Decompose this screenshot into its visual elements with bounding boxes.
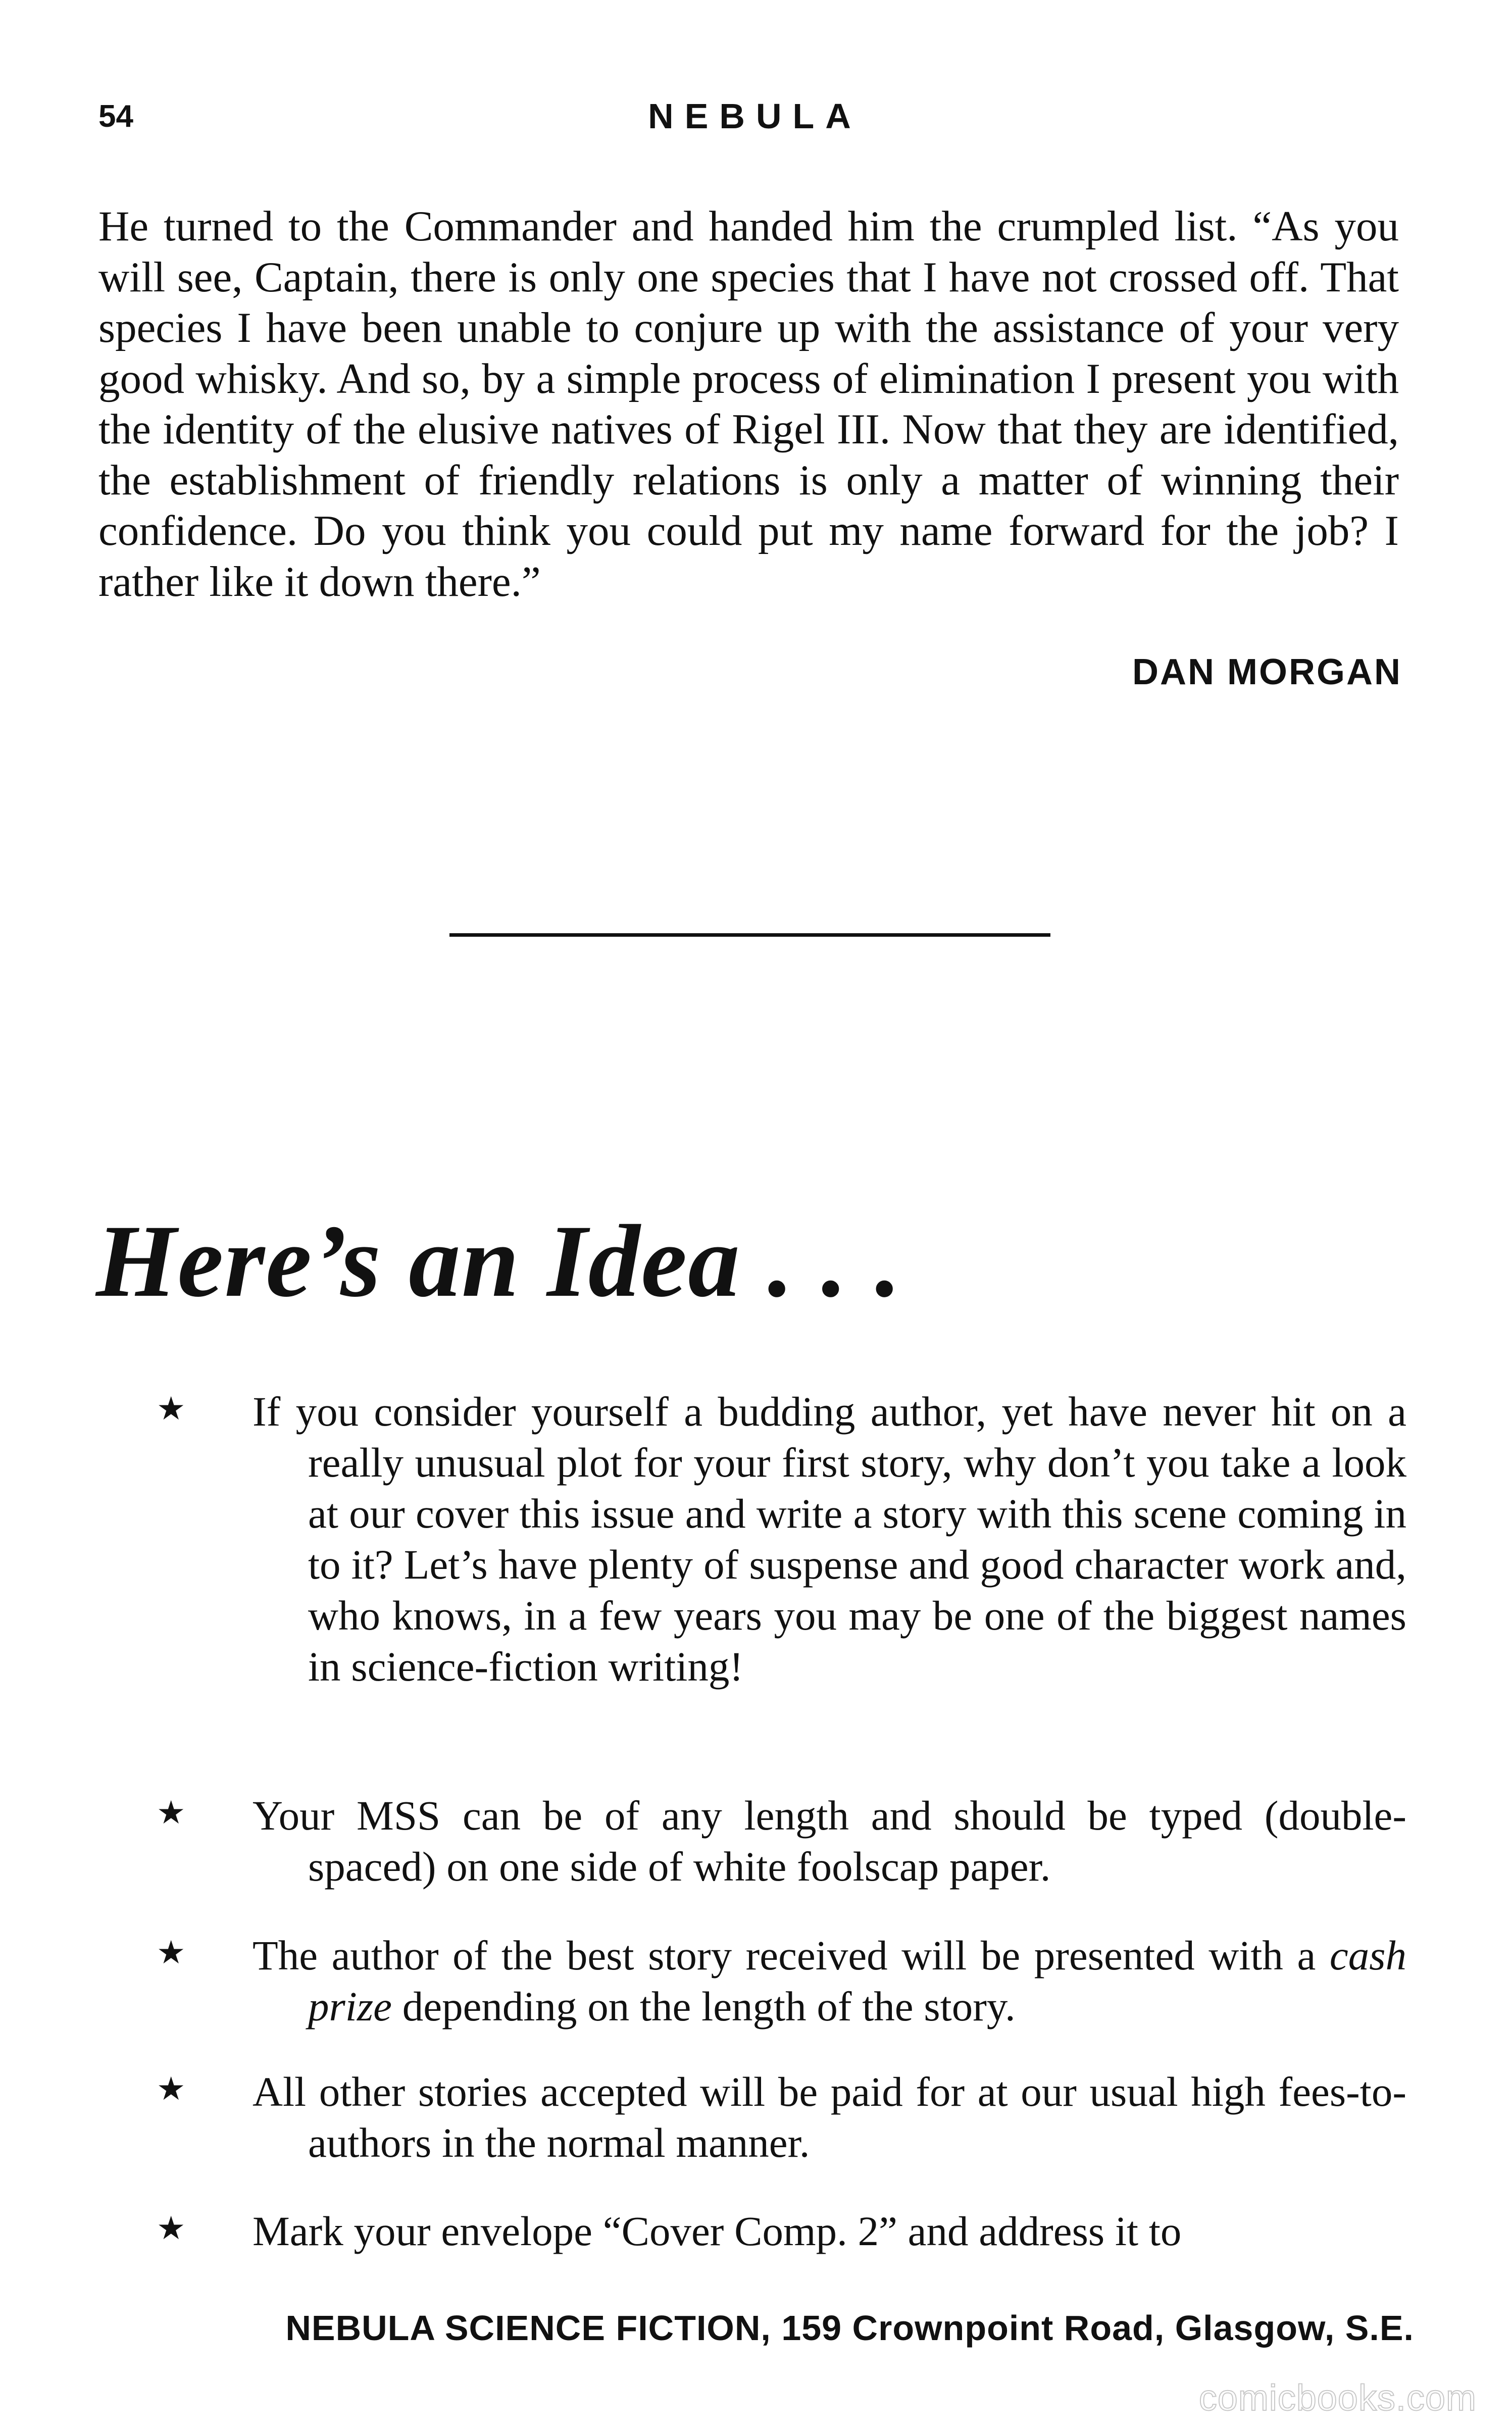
list-item-text: Your MSS can be of any length and should be typed (double-spaced) on one side of white foolscap paper. <box>253 1792 1406 1890</box>
section-title: Here’s an Idea . . . <box>96 1204 902 1319</box>
section-divider <box>449 933 1050 937</box>
page-header <box>98 93 1412 154</box>
watermark: comicbooks.com <box>1198 2378 1477 2418</box>
list-item-text-part: The author of the best story received will be presented with a <box>253 1932 1330 1979</box>
page-number: 54 <box>98 99 133 134</box>
star-icon: ★ <box>157 2070 186 2108</box>
star-icon: ★ <box>157 2210 186 2247</box>
list-item-text-part: depending on the length of the story. <box>392 1983 1016 2030</box>
list-item-text: Mark your envelope “Cover Comp. 2” and address it to <box>253 2208 1182 2254</box>
star-icon: ★ <box>157 1794 186 1832</box>
star-icon: ★ <box>157 1390 186 1428</box>
running-head: NEBULA <box>648 96 862 136</box>
story-paragraph: He turned to the Commander and handed him the crumpled list. “As you will see, Captain, there is only one species that I have not crossed off. That species I have been unable to conjure up with the assistance of your very good whisky. And so, by a simple process of elimination I present you with the identity of the elusive natives of Rigel III. Now that they are identified, the establishment of friendly relations is only a matter of winning their confidence. Do you think you could put my name forward for the job? I rather like it down there.” <box>98 202 1399 605</box>
story-ending-text <box>98 201 1399 607</box>
list-item-text <box>253 1930 1406 2032</box>
author-byline: DAN MORGAN <box>1132 652 1402 692</box>
star-icon: ★ <box>157 1934 186 1971</box>
list-item-text: All other stories accepted will be paid for at our usual high fees-to-authors in the normal manner. <box>253 2068 1406 2166</box>
list-item-text: If you consider yourself a budding author, yet have never hit on a really unusual plot for your first story, why don’t you take a look at our cover this issue and write a story with this scene coming in to it? Let’s have plenty of suspense and good character work and, who knows, in a few years you may be one of the biggest names in science-fiction writing! <box>253 1388 1406 1690</box>
cash-prize-emphasis: cash prize <box>308 1932 1406 2030</box>
submission-address: NEBULA SCIENCE FICTION, 159 Crownpoint Road, Glasgow, S.E. <box>285 2308 1414 2348</box>
